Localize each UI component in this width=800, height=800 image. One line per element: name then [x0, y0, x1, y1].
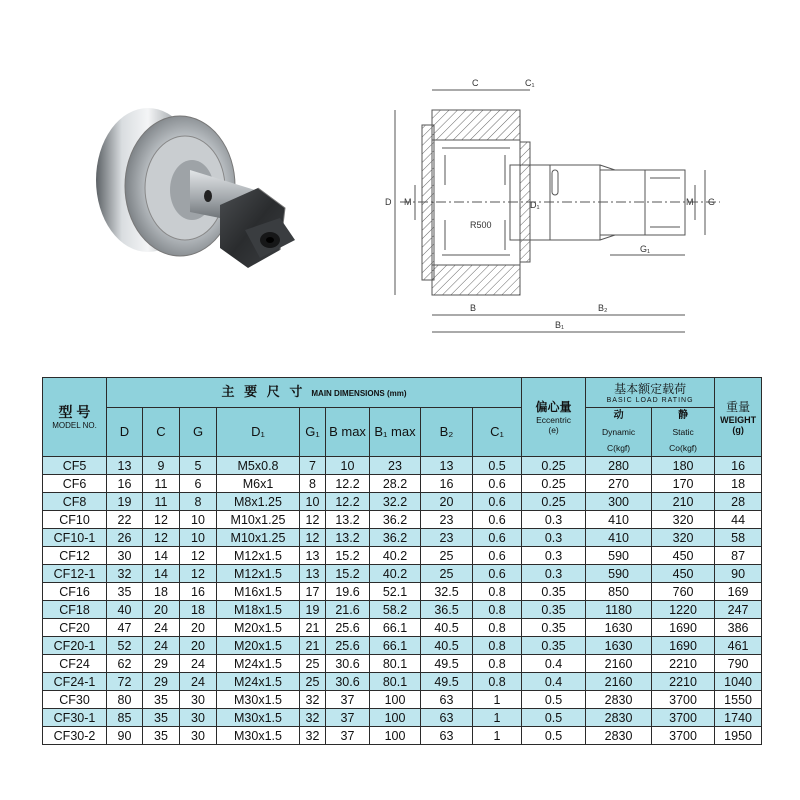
header-model: [43, 378, 107, 457]
value-cell: 32: [300, 727, 326, 745]
value-cell: 7: [300, 457, 326, 475]
value-cell: 58.2: [370, 601, 421, 619]
label-g: G: [708, 197, 716, 207]
header-weight-cn: 重量: [726, 400, 751, 414]
value-cell: 49.5: [421, 673, 473, 691]
value-cell: 87: [715, 547, 762, 565]
value-cell: 35: [143, 727, 180, 745]
header-stat-en: Static: [672, 427, 694, 437]
value-cell: M16x1.5: [217, 583, 300, 601]
value-cell: 26: [107, 529, 143, 547]
value-cell: 0.5: [522, 727, 586, 745]
value-cell: 80.1: [370, 673, 421, 691]
value-cell: 16: [421, 475, 473, 493]
table-body: [43, 457, 762, 745]
value-cell: 40.5: [421, 637, 473, 655]
label-d: D: [385, 197, 392, 207]
value-cell: 0.4: [522, 655, 586, 673]
table-row: [43, 511, 762, 529]
value-cell: 1: [473, 727, 522, 745]
header-load-cn: 基本额定载荷: [614, 381, 687, 396]
header-dynamic: [586, 408, 652, 457]
table-row: [43, 583, 762, 601]
value-cell: 24: [180, 673, 217, 691]
value-cell: 169: [715, 583, 762, 601]
value-cell: 36.5: [421, 601, 473, 619]
header-model-cn: 型 号: [58, 404, 91, 420]
model-cell: CF10: [43, 511, 107, 529]
value-cell: 47: [107, 619, 143, 637]
value-cell: 0.8: [473, 601, 522, 619]
technical-drawing: [370, 70, 740, 340]
table-row: [43, 475, 762, 493]
table-row: [43, 727, 762, 745]
header-dyn-unit: C(kgf): [606, 443, 631, 453]
table-row: [43, 673, 762, 691]
header-load-en: BASIC LOAD RATING: [606, 396, 694, 404]
header-col-d: D: [107, 408, 143, 457]
value-cell: M30x1.5: [217, 727, 300, 745]
value-cell: 1690: [652, 619, 715, 637]
value-cell: 1: [473, 691, 522, 709]
model-cell: CF30-1: [43, 709, 107, 727]
value-cell: 32.2: [370, 493, 421, 511]
value-cell: 0.35: [522, 637, 586, 655]
value-cell: 63: [421, 727, 473, 745]
value-cell: 1040: [715, 673, 762, 691]
value-cell: 0.4: [522, 673, 586, 691]
value-cell: 0.8: [473, 583, 522, 601]
value-cell: 0.35: [522, 601, 586, 619]
header-main-en: MAIN DIMENSIONS (mm): [311, 388, 407, 398]
value-cell: 0.3: [522, 565, 586, 583]
value-cell: 14: [143, 547, 180, 565]
value-cell: 8: [300, 475, 326, 493]
label-b2: B₂: [598, 303, 608, 313]
value-cell: 0.25: [522, 475, 586, 493]
table-header: [43, 378, 762, 457]
value-cell: 0.25: [522, 493, 586, 511]
value-cell: 247: [715, 601, 762, 619]
value-cell: 2830: [586, 709, 652, 727]
value-cell: 0.3: [522, 529, 586, 547]
value-cell: 10: [326, 457, 370, 475]
value-cell: 450: [652, 565, 715, 583]
spec-table-wrapper: [42, 377, 761, 745]
header-dyn-cn: 动: [613, 410, 624, 421]
value-cell: 90: [715, 565, 762, 583]
model-cell: CF20: [43, 619, 107, 637]
value-cell: 0.5: [522, 709, 586, 727]
value-cell: 12: [300, 529, 326, 547]
value-cell: 13: [300, 547, 326, 565]
value-cell: 10: [180, 529, 217, 547]
table-row: [43, 691, 762, 709]
value-cell: 36.2: [370, 529, 421, 547]
value-cell: 24: [143, 637, 180, 655]
model-cell: CF16: [43, 583, 107, 601]
value-cell: 13: [300, 565, 326, 583]
value-cell: 13: [421, 457, 473, 475]
value-cell: 32: [300, 709, 326, 727]
header-stat-unit: Co(kgf): [669, 443, 697, 453]
value-cell: 590: [586, 565, 652, 583]
model-cell: CF12: [43, 547, 107, 565]
value-cell: 25.6: [326, 619, 370, 637]
label-b1: B₁: [555, 320, 565, 330]
value-cell: 461: [715, 637, 762, 655]
value-cell: 14: [143, 565, 180, 583]
value-cell: M20x1.5: [217, 637, 300, 655]
value-cell: 1: [473, 709, 522, 727]
header-col-c: C: [143, 408, 180, 457]
value-cell: 0.6: [473, 511, 522, 529]
model-cell: CF30: [43, 691, 107, 709]
value-cell: 16: [715, 457, 762, 475]
value-cell: 58: [715, 529, 762, 547]
table-row: [43, 565, 762, 583]
model-cell: CF20-1: [43, 637, 107, 655]
value-cell: 2830: [586, 691, 652, 709]
value-cell: 24: [180, 655, 217, 673]
value-cell: 0.3: [522, 547, 586, 565]
header-dyn-en: Dynamic: [602, 427, 636, 437]
spec-table: [42, 377, 762, 745]
value-cell: 13: [107, 457, 143, 475]
value-cell: 0.6: [473, 529, 522, 547]
value-cell: 44: [715, 511, 762, 529]
value-cell: 25: [421, 547, 473, 565]
value-cell: 386: [715, 619, 762, 637]
model-cell: CF24: [43, 655, 107, 673]
value-cell: 16: [107, 475, 143, 493]
value-cell: 19.6: [326, 583, 370, 601]
value-cell: M5x0.8: [217, 457, 300, 475]
value-cell: 320: [652, 511, 715, 529]
value-cell: 0.5: [473, 457, 522, 475]
value-cell: 1690: [652, 637, 715, 655]
value-cell: 30.6: [326, 655, 370, 673]
value-cell: 20: [143, 601, 180, 619]
value-cell: M30x1.5: [217, 709, 300, 727]
value-cell: 10: [180, 511, 217, 529]
value-cell: 30: [107, 547, 143, 565]
value-cell: 40.5: [421, 619, 473, 637]
value-cell: 36.2: [370, 511, 421, 529]
value-cell: 21.6: [326, 601, 370, 619]
value-cell: 72: [107, 673, 143, 691]
value-cell: 100: [370, 727, 421, 745]
value-cell: 37: [326, 727, 370, 745]
value-cell: 0.8: [473, 673, 522, 691]
value-cell: 1550: [715, 691, 762, 709]
table-row: [43, 529, 762, 547]
value-cell: M12x1.5: [217, 547, 300, 565]
value-cell: 1220: [652, 601, 715, 619]
value-cell: 28: [715, 493, 762, 511]
value-cell: 90: [107, 727, 143, 745]
value-cell: 25.6: [326, 637, 370, 655]
value-cell: 35: [143, 709, 180, 727]
value-cell: 17: [300, 583, 326, 601]
model-cell: CF18: [43, 601, 107, 619]
value-cell: 10: [300, 493, 326, 511]
value-cell: 0.6: [473, 475, 522, 493]
value-cell: 0.8: [473, 637, 522, 655]
header-weight: [715, 378, 762, 457]
value-cell: M18x1.5: [217, 601, 300, 619]
value-cell: 12: [180, 565, 217, 583]
value-cell: 12: [143, 529, 180, 547]
value-cell: 12: [300, 511, 326, 529]
value-cell: 32: [300, 691, 326, 709]
header-col-bmax: B max: [326, 408, 370, 457]
model-cell: CF8: [43, 493, 107, 511]
value-cell: 20: [180, 637, 217, 655]
value-cell: 63: [421, 709, 473, 727]
model-cell: CF12-1: [43, 565, 107, 583]
value-cell: 35: [143, 691, 180, 709]
value-cell: 11: [143, 493, 180, 511]
value-cell: 30: [180, 709, 217, 727]
value-cell: 1950: [715, 727, 762, 745]
value-cell: M20x1.5: [217, 619, 300, 637]
value-cell: 12.2: [326, 475, 370, 493]
value-cell: 18: [143, 583, 180, 601]
label-c: C: [472, 78, 479, 88]
table-row: [43, 637, 762, 655]
model-cell: CF30-2: [43, 727, 107, 745]
table-row: [43, 457, 762, 475]
value-cell: 590: [586, 547, 652, 565]
value-cell: 12.2: [326, 493, 370, 511]
value-cell: 80: [107, 691, 143, 709]
value-cell: 62: [107, 655, 143, 673]
value-cell: 32: [107, 565, 143, 583]
header-col-b2: B₂: [421, 408, 473, 457]
value-cell: 100: [370, 709, 421, 727]
header-col-g: G: [180, 408, 217, 457]
value-cell: 30: [180, 691, 217, 709]
value-cell: 180: [652, 457, 715, 475]
value-cell: 0.35: [522, 619, 586, 637]
value-cell: 2210: [652, 673, 715, 691]
table-row: [43, 709, 762, 727]
label-m-thread: M: [686, 197, 694, 207]
model-cell: CF5: [43, 457, 107, 475]
value-cell: 300: [586, 493, 652, 511]
value-cell: 30.6: [326, 673, 370, 691]
value-cell: 1740: [715, 709, 762, 727]
value-cell: 12: [180, 547, 217, 565]
value-cell: 37: [326, 691, 370, 709]
value-cell: 1630: [586, 637, 652, 655]
header-ecc-en: Eccentric: [536, 415, 572, 425]
table-row: [43, 619, 762, 637]
header-col-g1: G₁: [300, 408, 326, 457]
value-cell: 0.25: [522, 457, 586, 475]
value-cell: 11: [143, 475, 180, 493]
value-cell: 0.8: [473, 655, 522, 673]
value-cell: 22: [107, 511, 143, 529]
value-cell: 19: [300, 601, 326, 619]
value-cell: 1630: [586, 619, 652, 637]
value-cell: 18: [180, 601, 217, 619]
value-cell: 850: [586, 583, 652, 601]
model-cell: CF6: [43, 475, 107, 493]
header-model-en: MODEL NO.: [52, 421, 97, 430]
header-col-b1max: B₁ max: [370, 408, 421, 457]
value-cell: 16: [180, 583, 217, 601]
label-d1: D₁: [530, 200, 540, 210]
value-cell: M12x1.5: [217, 565, 300, 583]
value-cell: 2160: [586, 673, 652, 691]
table-row: [43, 493, 762, 511]
value-cell: 0.6: [473, 547, 522, 565]
header-ecc-unit: (e): [548, 425, 559, 435]
value-cell: 23: [421, 529, 473, 547]
value-cell: 280: [586, 457, 652, 475]
header-stat-cn: 静: [678, 410, 689, 421]
header-static: [652, 408, 715, 457]
value-cell: M6x1: [217, 475, 300, 493]
value-cell: 25: [300, 655, 326, 673]
value-cell: 270: [586, 475, 652, 493]
label-b: B: [470, 303, 477, 313]
value-cell: 0.6: [473, 565, 522, 583]
header-col-d1: D₁: [217, 408, 300, 457]
model-cell: CF24-1: [43, 673, 107, 691]
value-cell: 210: [652, 493, 715, 511]
value-cell: 5: [180, 457, 217, 475]
value-cell: 20: [421, 493, 473, 511]
value-cell: 85: [107, 709, 143, 727]
value-cell: 28.2: [370, 475, 421, 493]
value-cell: 760: [652, 583, 715, 601]
value-cell: 410: [586, 511, 652, 529]
value-cell: 32.5: [421, 583, 473, 601]
value-cell: 12: [143, 511, 180, 529]
value-cell: 0.6: [473, 493, 522, 511]
value-cell: 52: [107, 637, 143, 655]
label-r500: R500: [470, 220, 492, 230]
header-weight-unit: (g): [732, 425, 744, 435]
value-cell: 790: [715, 655, 762, 673]
value-cell: 21: [300, 619, 326, 637]
table-row: [43, 601, 762, 619]
value-cell: 29: [143, 655, 180, 673]
header-eccentric: [522, 378, 586, 457]
header-main-dimensions: [107, 378, 522, 408]
value-cell: 66.1: [370, 619, 421, 637]
table-row: [43, 655, 762, 673]
value-cell: M30x1.5: [217, 691, 300, 709]
value-cell: 25: [421, 565, 473, 583]
value-cell: 40: [107, 601, 143, 619]
value-cell: 30: [180, 727, 217, 745]
value-cell: 80.1: [370, 655, 421, 673]
value-cell: 2830: [586, 727, 652, 745]
value-cell: 3700: [652, 691, 715, 709]
value-cell: M24x1.5: [217, 673, 300, 691]
value-cell: 320: [652, 529, 715, 547]
value-cell: 3700: [652, 709, 715, 727]
value-cell: 35: [107, 583, 143, 601]
value-cell: 0.8: [473, 619, 522, 637]
value-cell: 8: [180, 493, 217, 511]
value-cell: 450: [652, 547, 715, 565]
value-cell: 15.2: [326, 565, 370, 583]
label-m: M: [404, 197, 412, 207]
value-cell: 0.3: [522, 511, 586, 529]
value-cell: 2160: [586, 655, 652, 673]
value-cell: 23: [421, 511, 473, 529]
value-cell: 170: [652, 475, 715, 493]
header-main-cn: 主 要 尺 寸: [221, 383, 306, 399]
value-cell: 66.1: [370, 637, 421, 655]
value-cell: 2210: [652, 655, 715, 673]
value-cell: 29: [143, 673, 180, 691]
value-cell: 9: [143, 457, 180, 475]
value-cell: 13.2: [326, 529, 370, 547]
header-cols-row: [43, 408, 762, 457]
value-cell: 410: [586, 529, 652, 547]
header-ecc-cn: 偏心量: [535, 400, 572, 414]
value-cell: 18: [715, 475, 762, 493]
header-col-c1: C₁: [473, 408, 522, 457]
model-cell: CF10-1: [43, 529, 107, 547]
value-cell: M10x1.25: [217, 529, 300, 547]
value-cell: 24: [143, 619, 180, 637]
value-cell: 40.2: [370, 565, 421, 583]
table-row: [43, 547, 762, 565]
value-cell: 1180: [586, 601, 652, 619]
value-cell: 0.35: [522, 583, 586, 601]
value-cell: 49.5: [421, 655, 473, 673]
label-c1: C₁: [525, 78, 535, 88]
bearing-photo: [80, 100, 300, 300]
value-cell: 37: [326, 709, 370, 727]
value-cell: 23: [370, 457, 421, 475]
value-cell: 3700: [652, 727, 715, 745]
value-cell: 21: [300, 637, 326, 655]
header-weight-en: WEIGHT: [720, 415, 757, 425]
label-g1: G₁: [640, 244, 651, 254]
value-cell: 40.2: [370, 547, 421, 565]
value-cell: 63: [421, 691, 473, 709]
value-cell: M8x1.25: [217, 493, 300, 511]
header-load-rating: [586, 378, 715, 408]
value-cell: 0.5: [522, 691, 586, 709]
value-cell: 52.1: [370, 583, 421, 601]
value-cell: M24x1.5: [217, 655, 300, 673]
value-cell: 19: [107, 493, 143, 511]
value-cell: 13.2: [326, 511, 370, 529]
value-cell: 25: [300, 673, 326, 691]
value-cell: 15.2: [326, 547, 370, 565]
value-cell: 6: [180, 475, 217, 493]
value-cell: M10x1.25: [217, 511, 300, 529]
value-cell: 20: [180, 619, 217, 637]
value-cell: 100: [370, 691, 421, 709]
